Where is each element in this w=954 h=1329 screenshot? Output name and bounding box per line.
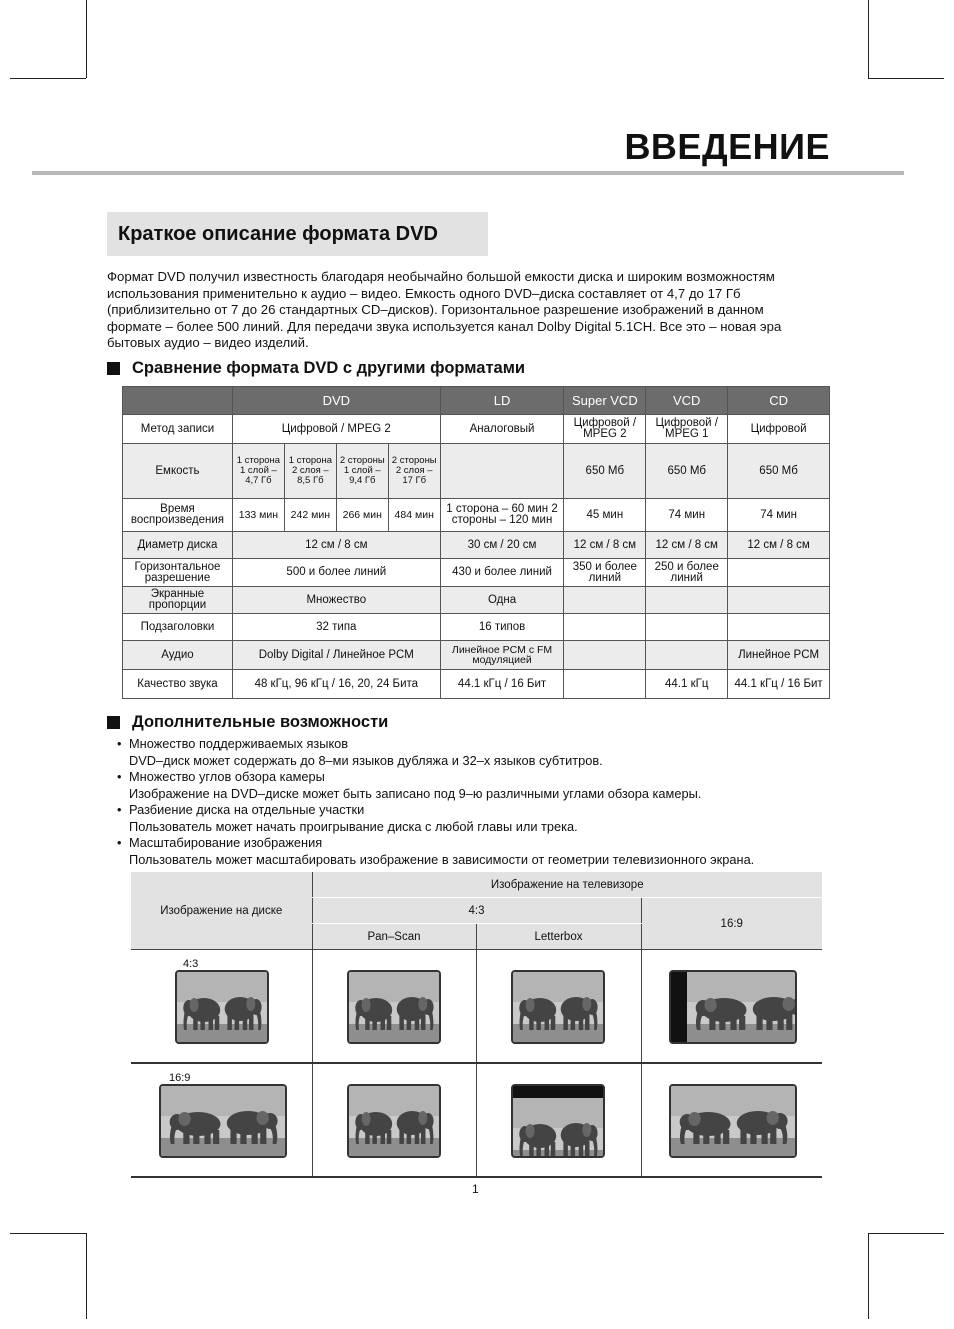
row-label: Диаметр диска [123,532,233,559]
table-cell [564,641,646,670]
table-cell: 242 мин [284,499,336,532]
elephant-image [347,970,441,1044]
table-cell: Цифровой / MPEG 1 [646,415,728,444]
crop-mark [10,78,86,79]
table-cell: 650 Мб [564,444,646,499]
disc-169-cell [131,1063,312,1177]
table-cell: Цифровой / MPEG 2 [232,415,440,444]
table-cell: Одна [440,587,564,614]
list-item [117,802,754,819]
feature-desc: Пользователь может масштабировать изображение в зависимости от геометрии телевизионного экрана. [129,851,755,867]
row-label: Качество звука [123,670,233,699]
table-cell: 266 мин [336,499,388,532]
intro-paragraph [107,269,827,352]
table-row [123,641,830,670]
table-cell: 32 типа [232,614,440,641]
format-comparison-table [122,386,830,699]
features-title: Дополнительные возможности [132,713,389,731]
table-row [123,499,830,532]
table-row [131,950,822,1064]
table-cell: 44.1 кГц / 16 Бит [440,670,564,699]
table-cell [564,587,646,614]
table-row [123,559,830,587]
elephant-image [159,1084,287,1158]
wide-169-cell [641,1063,822,1177]
table-cell [728,587,830,614]
ratio-label: 16:9 [169,1072,191,1084]
ratio-169-header: 16:9 [641,898,822,950]
table-row [123,614,830,641]
disc-43-cell [131,950,312,1064]
table-cell: 1 сторона 2 слоя – 8,5 Гб [284,444,336,499]
header-cell: DVD [232,387,440,415]
table-header-row [131,872,822,898]
chapter-title: ВВЕДЕНИЕ [624,126,830,167]
table-cell: 1 сторона – 60 мин 2 стороны – 120 мин [440,499,564,532]
table-cell: 12 см / 8 см [232,532,440,559]
header-cell [123,387,233,415]
elephant-image [347,1084,441,1158]
feature-title: Множество углов обзора камеры [129,769,325,784]
crop-mark [86,1233,87,1319]
table-cell: 74 мин [728,499,830,532]
elephant-image [175,970,269,1044]
table-cell [646,587,728,614]
features-heading [107,713,388,732]
intro-line: использования применительно к аудио – видео. Емкость одного DVD–диска составляет от 4,7 до 17 Гб [107,285,741,301]
feature-desc: Изображение на DVD–диске может быть записано под 9–ю различными углами обзора камеры. [129,785,702,801]
feature-title: Разбиение диска на отдельные участки [129,802,365,817]
table-cell: Линейное PCM [728,641,830,670]
header-rule [32,171,904,175]
bullet-icon: • [117,736,122,751]
page-number: 1 [472,1182,479,1196]
table-cell: 1 сторона 1 слой – 4,7 Гб [232,444,284,499]
elephant-image [511,970,605,1044]
tv-image-header: Изображение на телевизоре [312,872,822,898]
wide-43-cell [641,950,822,1064]
disc-image-header: Изображение на диске [131,872,312,950]
row-label: Метод записи [123,415,233,444]
table-cell [728,559,830,587]
crop-mark [868,78,944,79]
ratio-43-header: 4:3 [312,898,641,924]
crop-mark [86,0,87,78]
table-row [123,532,830,559]
table-row [123,670,830,699]
table-cell: 30 см / 20 см [440,532,564,559]
comparison-heading [107,359,525,378]
intro-line: формате – более 500 линий. Для передачи звука используется канал Dolby Digital 5.1CH. Все это – новая эра [107,318,782,334]
table-cell: 74 мин [646,499,728,532]
table-cell: Линейное PCM с FM модуляцией [440,641,564,670]
list-item [117,769,754,786]
feature-title: Множество поддерживаемых языков [129,736,349,751]
feature-desc: Пользователь может начать проигрывание диска с любой главы или трека. [129,818,578,834]
table-cell: 12 см / 8 см [646,532,728,559]
table-cell: Цифровой / MPEG 2 [564,415,646,444]
table-header-row [123,387,830,415]
table-cell: 45 мин [564,499,646,532]
header-cell: CD [728,387,830,415]
table-cell: 250 и более линий [646,559,728,587]
table-row [123,587,830,614]
table-cell [564,670,646,699]
letterbox-image [511,1084,605,1158]
table-cell: Множество [232,587,440,614]
pan-scan-header: Pan–Scan [312,924,476,950]
row-label: Время воспроизведения [123,499,233,532]
row-label: Подзаголовки [123,614,233,641]
table-cell: 650 Мб [728,444,830,499]
table-cell: Цифровой [728,415,830,444]
row-label: Горизонтальное разрешение [123,559,233,587]
table-cell: 12 см / 8 см [728,532,830,559]
table-cell [646,614,728,641]
list-item [117,736,754,753]
table-cell: 133 мин [232,499,284,532]
table-cell: 484 мин [388,499,440,532]
table-cell: 350 и более линий [564,559,646,587]
table-row [131,1063,822,1177]
table-cell: 2 стороны 1 слой – 9,4 Гб [336,444,388,499]
table-cell: 48 кГц, 96 кГц / 16, 20, 24 Бита [232,670,440,699]
table-cell: Аналоговый [440,415,564,444]
panscan-169-cell [312,1063,476,1177]
ratio-label: 4:3 [183,958,199,970]
table-cell: 650 Мб [646,444,728,499]
section-title-box [107,212,488,256]
feature-desc: DVD–диск может содержать до 8–ми языков дубляжа и 32–х языков субтитров. [129,752,603,768]
features-list [117,736,754,868]
crop-mark [868,1233,944,1234]
table-cell: 2 стороны 2 слоя – 17 Гб [388,444,440,499]
table-cell: 44.1 кГц / 16 Бит [728,670,830,699]
table-cell: Dolby Digital / Линейное PCM [232,641,440,670]
elephant-image [669,1084,797,1158]
table-cell [646,641,728,670]
letterbox-43-cell [476,950,641,1064]
square-bullet-icon [107,362,120,375]
bullet-icon: • [117,802,122,817]
square-bullet-icon [107,716,120,729]
table-cell: 12 см / 8 см [564,532,646,559]
table-row [123,415,830,444]
row-label: Емкость [123,444,233,499]
section-title: Краткое описание формата DVD [118,223,438,245]
table-row [123,444,830,499]
pillarbox-image [669,970,797,1044]
table-cell [564,614,646,641]
header-cell: Super VCD [564,387,646,415]
comparison-title: Сравнение формата DVD с другими форматами [132,359,526,377]
crop-mark [868,0,869,78]
table-cell: 430 и более линий [440,559,564,587]
intro-line: Формат DVD получил известность благодаря необычайно большой емкости диска и широким возможностям [107,269,775,284]
table-cell: 500 и более линий [232,559,440,587]
bullet-icon: • [117,769,122,784]
crop-mark [868,1233,869,1319]
zoom-modes-table [131,872,822,1178]
row-label: Экранные пропорции [123,587,233,614]
table-cell: 16 типов [440,614,564,641]
header-cell: LD [440,387,564,415]
list-item [117,835,754,852]
letterbox-header: Letterbox [476,924,641,950]
panscan-43-cell [312,950,476,1064]
intro-line: бытовых аудио – видео изделий. [107,335,309,350]
crop-mark [10,1233,86,1234]
table-cell [728,614,830,641]
header-cell: VCD [646,387,728,415]
table-cell: 44.1 кГц [646,670,728,699]
feature-title: Масштабирование изображения [129,835,323,850]
table-cell [440,444,564,499]
row-label: Аудио [123,641,233,670]
letterbox-169-cell [476,1063,641,1177]
bullet-icon: • [117,835,122,850]
intro-line: (приблизительно от 7 до 26 стандартных CD–дисков). Горизонтальное разрешение изображений в данном [107,302,764,317]
